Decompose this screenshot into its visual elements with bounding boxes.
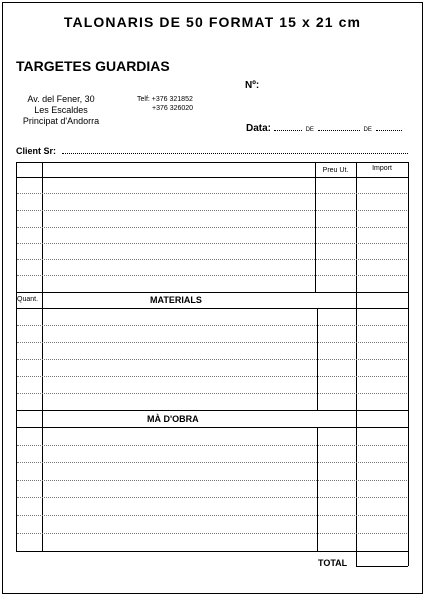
column-header-amount: Import — [372, 165, 392, 172]
column-header-quantity: Quant. — [17, 296, 39, 303]
row-line — [17, 227, 407, 228]
company-name: TARGETES GUARDIAS — [16, 58, 170, 74]
table-left-border — [16, 162, 17, 551]
row-line — [17, 480, 407, 481]
phone-2: +376 326020 — [152, 105, 194, 112]
total-label: TOTAL — [318, 558, 348, 568]
labour-header-top — [16, 410, 408, 411]
address-line-2: Les Escaldes — [34, 105, 88, 115]
total-box-left — [356, 551, 357, 566]
amount-column-divider — [356, 162, 357, 551]
table-right-border — [408, 162, 409, 551]
total-box-bottom — [356, 566, 408, 567]
row-line — [17, 243, 407, 244]
address-line-1: Av. del Fener, 30 — [27, 94, 95, 104]
phone-1: Telf: +376 321852 — [137, 96, 193, 103]
table-bottom-border — [16, 551, 408, 552]
client-label: Client Sr: — [16, 146, 57, 156]
address-line-3: Principat d'Andorra — [22, 116, 100, 126]
quantity-column-divider — [42, 162, 43, 551]
row-line — [17, 193, 407, 194]
header-row-border — [16, 177, 408, 178]
total-box-right — [408, 551, 409, 566]
section-labour: MÀ D'OBRA — [147, 414, 199, 424]
table-top-border — [16, 162, 408, 163]
row-line — [17, 497, 407, 498]
column-header-unit-price: Preu Ut. — [322, 167, 349, 174]
materials-header-bottom — [16, 308, 408, 309]
row-line — [17, 515, 407, 516]
row-line — [17, 376, 407, 377]
labour-header-bottom — [16, 427, 408, 428]
row-line — [17, 259, 407, 260]
row-line — [17, 462, 407, 463]
row-line — [17, 275, 407, 276]
row-line — [17, 359, 407, 360]
date-separator-2: DE — [363, 127, 372, 133]
row-line — [17, 210, 407, 211]
section-materials: MATERIALS — [150, 295, 202, 305]
invoice-number-label: Nº: — [245, 80, 260, 91]
materials-header-top — [16, 292, 408, 293]
row-line — [17, 393, 407, 394]
row-line — [17, 342, 407, 343]
page-title: TALONARIS DE 50 FORMAT 15 x 21 cm — [63, 14, 362, 30]
row-line — [17, 533, 407, 534]
row-line — [17, 325, 407, 326]
date-separator-1: DE — [305, 127, 314, 133]
row-line — [17, 445, 407, 446]
date-label: Data: — [246, 123, 272, 134]
